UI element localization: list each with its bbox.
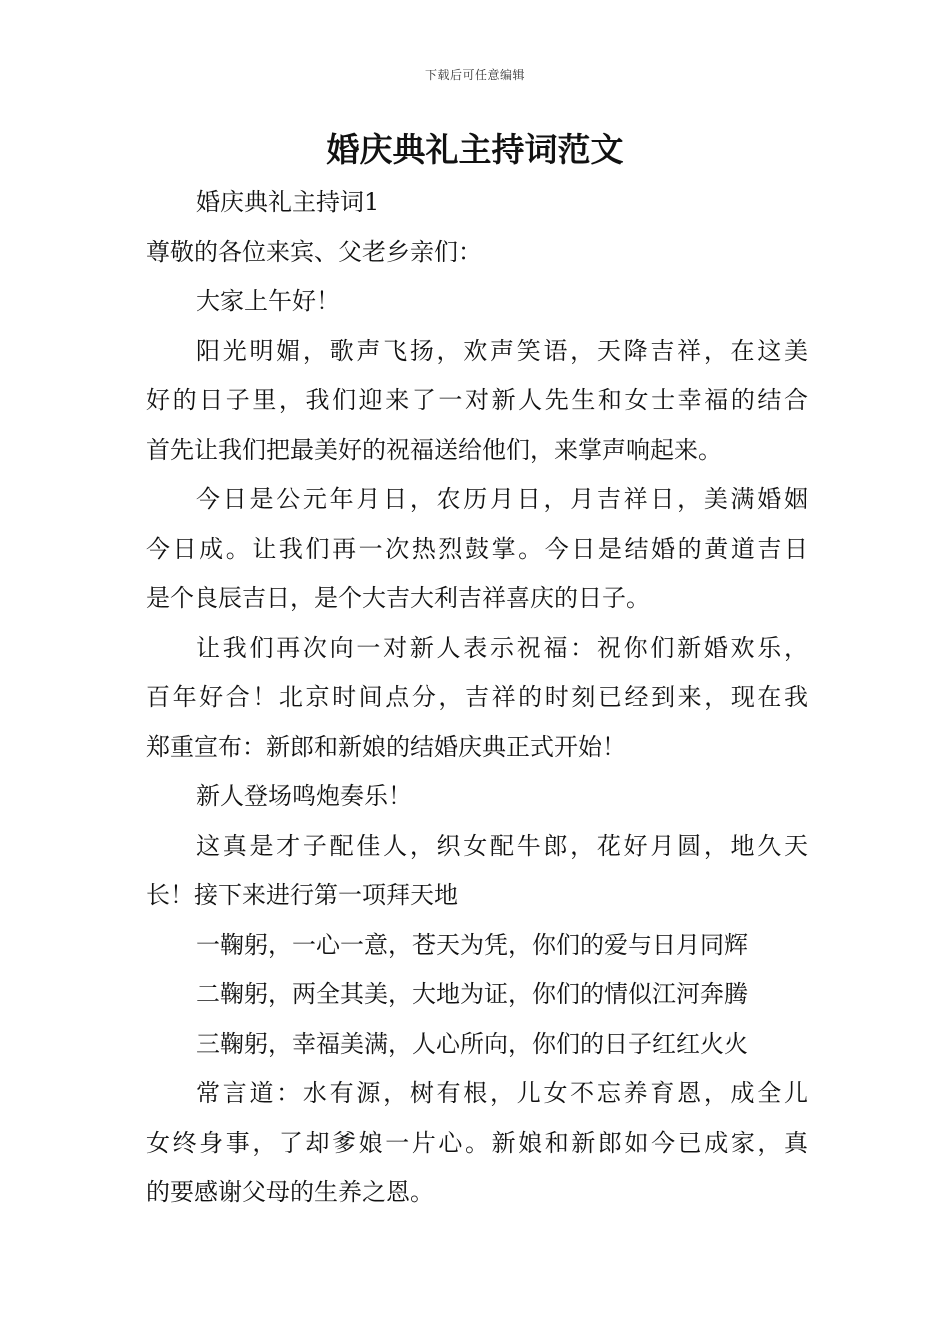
paragraph-line: 的要感谢父母的生养之恩。 bbox=[146, 1178, 434, 1206]
paragraph-line: 三鞠躬，幸福美满，人心所向，你们的日子红红火火 bbox=[196, 1029, 748, 1058]
paragraph-line: 首先让我们把最美好的祝福送给他们，来掌声响起来。 bbox=[146, 435, 722, 464]
greeting-line: 大家上午好！ bbox=[196, 287, 340, 315]
paragraph-line: 女终身事，了却爹娘一片心。新娘和新郎如今已成家，真 bbox=[146, 1128, 808, 1157]
paragraph-line: 这真是才子配佳人，织女配牛郎，花好月圆，地久天 bbox=[196, 831, 808, 860]
page-header-note: 下载后可任意编辑 bbox=[424, 68, 525, 82]
paragraph-line: 好的日子里，我们迎来了一对新人先生和女士幸福的结合 bbox=[146, 386, 808, 414]
paragraph-line: 是个良辰吉日，是个大吉大利吉祥喜庆的日子。 bbox=[146, 584, 650, 612]
paragraph-line: 让我们再次向一对新人表示祝福：祝你们新婚欢乐， bbox=[196, 633, 808, 662]
paragraph-line: 长！接下来进行第一项拜天地 bbox=[146, 881, 458, 909]
paragraph-line: 新人登场鸣炮奏乐！ bbox=[196, 782, 412, 810]
salutation-line: 尊敬的各位来宾、父老乡亲们： bbox=[146, 237, 482, 266]
section-heading: 婚庆典礼主持词1 bbox=[196, 188, 380, 216]
paragraph-line: 阳光明媚，歌声飞扬，欢声笑语，天降吉祥，在这美 bbox=[196, 336, 808, 365]
paragraph-line: 一鞠躬，一心一意，苍天为凭，你们的爱与日月同辉 bbox=[196, 930, 748, 959]
paragraph-line: 今日是公元年月日，农历月日，月吉祥日，美满婚姻 bbox=[196, 485, 808, 513]
paragraph-line: 今日成。让我们再一次热烈鼓掌。今日是结婚的黄道吉日 bbox=[146, 534, 808, 563]
paragraph-line: 二鞠躬，两全其美，大地为证，你们的情似江河奔腾 bbox=[196, 980, 748, 1008]
paragraph-line: 郑重宣布：新郎和新娘的结婚庆典正式开始！ bbox=[146, 732, 626, 761]
document-title: 婚庆典礼主持词范文 bbox=[326, 130, 624, 169]
paragraph-line: 常言道：水有源，树有根，儿女不忘养育恩，成全儿 bbox=[196, 1079, 808, 1107]
document-body bbox=[146, 178, 808, 1218]
paragraph-line: 百年好合！北京时间点分，吉祥的时刻已经到来，现在我 bbox=[146, 683, 808, 711]
